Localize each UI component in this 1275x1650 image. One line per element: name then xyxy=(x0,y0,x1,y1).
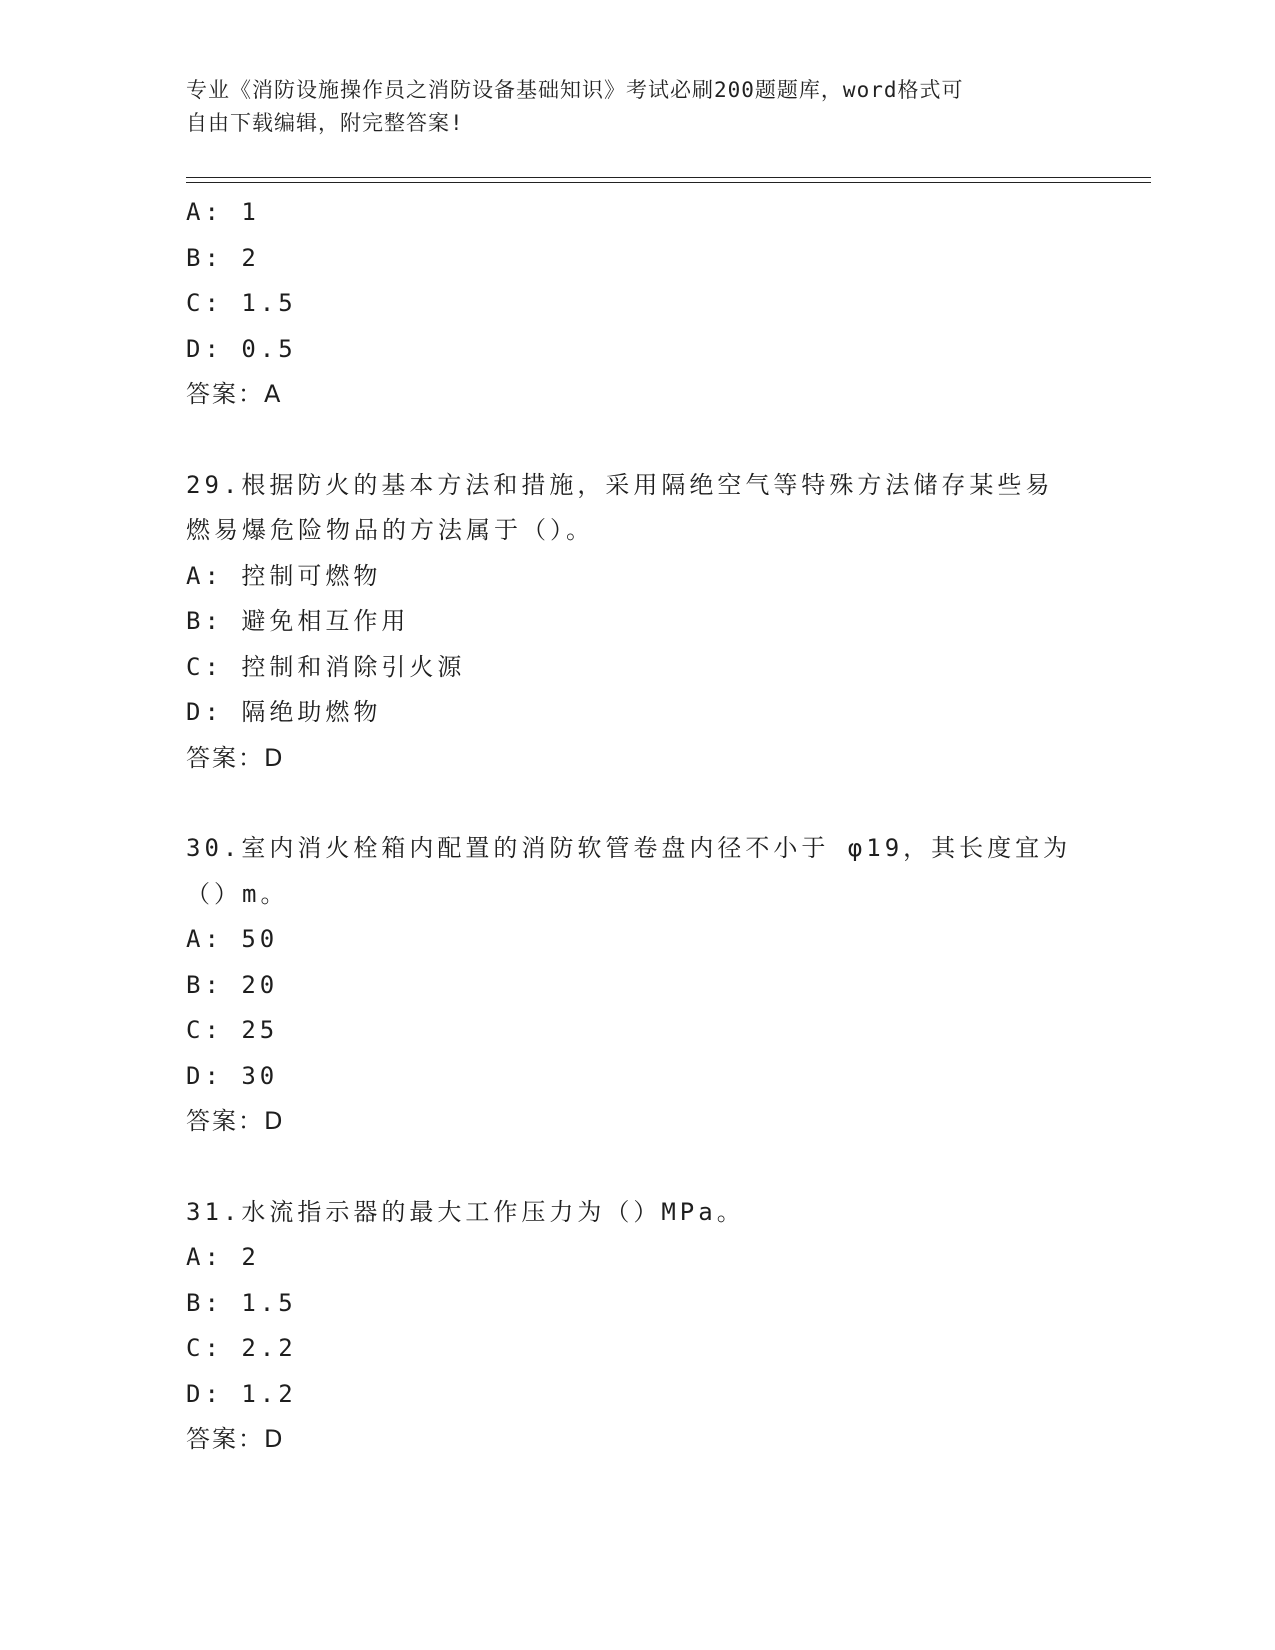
option-b: B: 20 xyxy=(186,970,279,999)
answer: 答案：A xyxy=(186,380,283,408)
option-d: D: 0.5 xyxy=(186,334,297,363)
question-28-continued xyxy=(186,190,1086,418)
document-content xyxy=(186,190,1086,1463)
option-c: C: 1.5 xyxy=(186,289,297,317)
option-a: A: 1 xyxy=(186,198,260,226)
option-a: A: 控制可燃物 xyxy=(186,561,382,590)
option-c: C: 25 xyxy=(186,1016,279,1044)
option-a: A: 50 xyxy=(186,925,279,953)
question-text-line-1: 29.根据防火的基本方法和措施，采用隔绝空气等特殊方法储存某些易 xyxy=(186,470,1054,499)
option-d: D: 30 xyxy=(186,1061,279,1090)
option-c: C: 2.2 xyxy=(186,1334,297,1362)
option-b: B: 2 xyxy=(186,243,260,272)
document-header xyxy=(186,74,1066,140)
option-b: B: 1.5 xyxy=(186,1288,297,1317)
question-31 xyxy=(186,1190,1086,1463)
header-line-2: 自由下载编辑，附完整答案! xyxy=(186,111,464,135)
question-text-line-2: （）m。 xyxy=(186,879,289,908)
option-d: D: 隔绝助燃物 xyxy=(186,698,382,726)
question-text-line-1: 31.水流指示器的最大工作压力为（）MPa。 xyxy=(186,1197,745,1226)
question-text-line-1: 30.室内消火栓箱内配置的消防软管卷盘内径不小于 φ19，其长度宜为 xyxy=(186,834,1072,862)
answer: 答案：D xyxy=(186,743,285,772)
option-d: D: 1.2 xyxy=(186,1379,297,1408)
option-b: B: 避免相互作用 xyxy=(186,607,410,635)
option-a: A: 2 xyxy=(186,1243,260,1271)
header-line-1: 专业《消防设施操作员之消防设备基础知识》考试必刷200题题库，word格式可 xyxy=(186,78,964,102)
question-text-line-2: 燃易爆危险物品的方法属于（）。 xyxy=(186,516,594,544)
answer: 答案：D xyxy=(186,1425,285,1453)
question-30 xyxy=(186,826,1086,1145)
option-c: C: 控制和消除引火源 xyxy=(186,652,466,681)
header-rule-bottom xyxy=(186,182,1151,183)
header-rule-top xyxy=(186,177,1151,178)
answer: 答案：D xyxy=(186,1107,285,1135)
question-29 xyxy=(186,463,1086,782)
